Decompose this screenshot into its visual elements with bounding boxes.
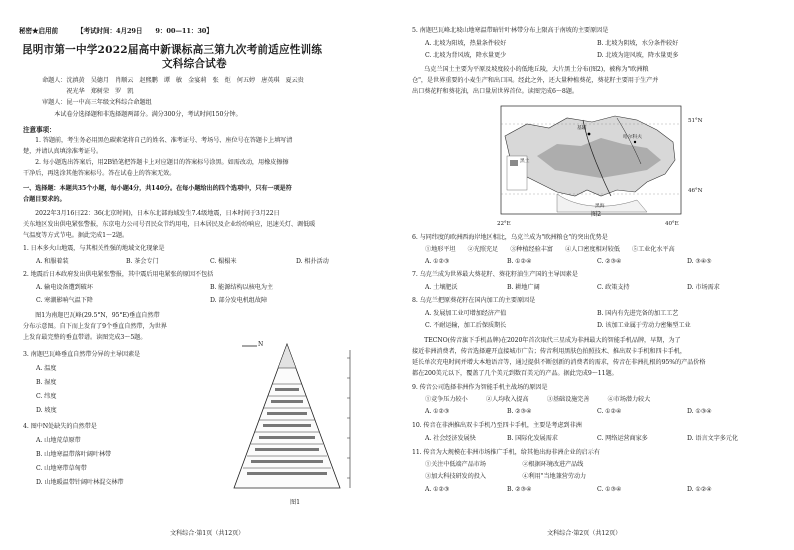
question-11-stem: 11. 传音为大规模在非洲市场推广手机，给其他出海非洲企业的启示有 xyxy=(412,449,600,456)
q6-option-d: D. ③④⑤ xyxy=(687,258,712,265)
q9-choices: ①竞争压力较小 ②人均收入提高 ③基础设施完善 ④市场潜力较大 xyxy=(425,396,651,403)
q7-option-b: B. 耕地广阔 xyxy=(507,284,540,291)
intro-line: 乌克兰国土主要为平原及坡度较小的低地丘陵，大片黑土分布(图2)，被称为"欧洲粮 xyxy=(412,66,649,73)
q10-option-a: A. 社会经济发展快 xyxy=(425,435,476,442)
q7-option-a: A. 土壤肥沃 xyxy=(425,284,458,291)
q10-option-b: B. 国际化发展需求 xyxy=(507,435,558,442)
q8-option-c: C. 不耐运输，加工后保质期长 xyxy=(425,322,507,329)
q9-option-c: C. ①②④ xyxy=(597,408,622,415)
snow-zone xyxy=(278,344,296,368)
intro2-line: 图1为南迦巴瓦峰(29.5°N，95°E)垂直自然带 xyxy=(23,312,160,319)
q9-option-b: B. ②③④ xyxy=(507,408,532,415)
city-marker xyxy=(588,133,591,136)
figure-1-mountain-zones xyxy=(212,338,362,498)
q11-choices: ③加大科技研发的投入 ④利用"当地兼营劳动力 xyxy=(425,473,587,480)
q11-option-d: D. ①②④ xyxy=(687,486,712,493)
q2-option-b: B. 能源结构以核电为主 xyxy=(210,284,273,291)
q2-option-a: A. 输电设备遭到破坏 xyxy=(36,284,93,291)
q1-option-a: A. 和服着装 xyxy=(36,258,69,265)
q3-option-d: D. 坡度 xyxy=(36,407,57,414)
q8-option-d: D. 该加工业属于劳动力密集型工业 xyxy=(597,322,691,329)
q1-option-d: D. 相扑活动 xyxy=(296,258,329,265)
intro-line: 2022年3月16日22：36(北京时间)，日本东北部海域发生7.4级地震，日本时间于3月22日 xyxy=(23,210,280,217)
q5-option-b: B. 北坡为阴坡，水分条件较好 xyxy=(597,40,679,47)
intro-line: 气温度等方式节电。据此完成1～2题。 xyxy=(23,232,129,239)
map-lon-right: 40°E xyxy=(665,221,679,227)
map-lon-left: 22°E xyxy=(497,221,511,227)
exam-title-line2: 文科综合试卷 xyxy=(162,58,227,70)
intro-line: 关东地区发出供电紧张警报，东京电力公司号召民众节约用电，日本居民及企业纷纷响应，迅速关灯、调低暖 xyxy=(23,221,316,228)
q5-option-c: C. 北坡为背风坡，降水量更少 xyxy=(425,52,507,59)
question-4-stem: 4. 图中N处缺失的自然带是 xyxy=(23,423,97,430)
note-line: 干净后，再选涂其他答案标号。答在试卷上的答案无效。 xyxy=(23,170,176,177)
author-line: 祝光华 郑树荣 罗 凯 xyxy=(42,88,134,95)
q9-option-d: D. ①③④ xyxy=(687,408,712,415)
q11-choices: ①关注中低端产品市场 ②根据环境改进产品线 xyxy=(425,461,584,468)
exam-time: 【考试时间：4月29日 9：00—11：30】 xyxy=(77,27,213,35)
altitude-ticks xyxy=(347,358,350,478)
reviewer-line: 审题人：昆一中高三年级文科综合命题组 xyxy=(42,99,152,106)
question-3-stem: 3. 南迦巴瓦峰垂直自然带分异的主导因素是 xyxy=(23,351,141,358)
figure-1-caption: 图1 xyxy=(290,499,300,506)
q7-option-c: C. 政策支持 xyxy=(597,284,630,291)
q4-option-b: B. 山地寒温带落叶阔叶林带 xyxy=(36,451,112,458)
note-line: 2. 每小题选出答案后，用2B铅笔把答题卡上对应题目的答案标号涂黑。如需改动，用橡皮擦擦 xyxy=(23,159,289,166)
paper-info: 本试卷分选择题和非选择题两部分。满分300分，考试时间150分钟。 xyxy=(42,111,242,118)
q6-option-a: A. ①②③ xyxy=(425,258,450,265)
q2-option-c: C. 寒潮影响气温下降 xyxy=(36,297,93,304)
map-lat-bottom: 46°N xyxy=(688,188,703,194)
exam-title-line1: 昆明市第一中学2022届高中新课标高三第九次考前适应性训练 xyxy=(22,44,323,56)
section-heading: 合题目要求的。 xyxy=(23,196,66,203)
q5-option-d: D. 北坡为迎风坡，降水量更多 xyxy=(597,52,679,59)
map-city-label: 基辅 xyxy=(577,126,587,131)
q10-option-c: C. 网络运营商家多 xyxy=(597,435,648,442)
figure-1-n-label: N xyxy=(258,341,264,348)
q6-option-b: B. ①②④ xyxy=(507,258,532,265)
note-line: 1. 答题前，考生务必用黑色碳素笔将自己的姓名、准考证号、考场号、座位号在答题卡上填写清 xyxy=(23,137,293,144)
q11-option-c: C. ①③④ xyxy=(597,486,622,493)
question-10-stem: 10. 传音在非洲推出双卡手机乃至四卡手机，主要是考虑到非洲 xyxy=(412,422,582,429)
q10-option-d: D. 语言文字多元化 xyxy=(687,435,738,442)
q4-option-d: D. 山地暖温带针阔叶林混交林带 xyxy=(36,479,124,486)
intro2-line: 都在200美元以下，覆盖了几个美元到数百美元的产品。据此完成9～11题。 xyxy=(412,370,618,377)
section-heading: 一、选择题：本题共35个小题，每小题4分，共140分。在每小题给出的四个选项中，只有一项是符 xyxy=(23,185,292,192)
right-page xyxy=(397,0,794,550)
intro-line: 仓"，是世界重要的小麦生产和出口国。经此之外，还大量种植葵花，葵花籽主要用于生产并 xyxy=(412,77,659,84)
confidential-mark: 秘密★启用前 xyxy=(19,27,58,35)
figure-2-caption: 图2 xyxy=(591,211,601,218)
q1-option-b: B. 茶会专门 xyxy=(126,258,159,265)
question-2-stem: 2. 地震后日本政府发出供电紧张警报，其中震后用电紧张的原因不包括 xyxy=(23,271,214,278)
question-8-stem: 8. 乌克兰把原葵花籽在国内加工的主要原因是 xyxy=(412,297,536,304)
q6-choices: ①地形平坦 ②光照充足 ③种植经验丰富 ④人口密度相对较低 ⑤工业化水平高 xyxy=(425,246,675,253)
author-line: 命题人：沈滇黄 吴德月 肖顺云 赵熙鹏 谭 敏 金宴莉 张 炬 何五婷 唐英琪 夏云贵 xyxy=(42,77,304,84)
q11-option-a: A. ①②③ xyxy=(425,486,450,493)
question-7-stem: 7. 乌克兰成为世界最大葵花籽、葵花籽油生产国的主导因素是 xyxy=(412,271,578,278)
notes-title: 注意事项： xyxy=(23,126,56,134)
map-sea-label: 黑海 xyxy=(595,204,605,209)
q3-option-a: A. 温度 xyxy=(36,365,57,372)
intro2-line: 接近非洲消费者，传音选择避开直接城市广告；传音利用黑肤色拍照技术、推出双卡手机和四卡手机， xyxy=(412,348,686,355)
intro2-line: TECNO(传音旗下手机品牌)在2020年首次取代三星成为非洲最大的智能手机品牌，早期，为了 xyxy=(412,337,681,344)
page-footer: 文科综合·第1页（共12页） xyxy=(170,530,245,537)
question-5-stem: 5. 南迦巴瓦峰北坡山地寒温带暗针叶林带分布上限高于南坡的主要原因是 xyxy=(412,27,609,34)
q3-option-b: B. 湿度 xyxy=(36,379,57,386)
q2-option-d: D. 部分发电机组故障 xyxy=(210,297,268,304)
q1-option-c: C. 榻榻米 xyxy=(210,258,237,265)
question-9-stem: 9. 传音公司选择非洲作为智能手机主战场的原因是 xyxy=(412,384,548,391)
intro2-line: 延长单次充电时间并增大本地语音等，通过提供不断创新的消费者的需求，传音在非洲扎根的95%的产品价格 xyxy=(412,359,706,366)
map-lat-top: 51°N xyxy=(688,118,703,124)
legend-swatch xyxy=(510,160,518,166)
q8-option-b: B. 国内有先进完备的加工工艺 xyxy=(597,310,679,317)
q6-option-c: C. ②③④ xyxy=(597,258,622,265)
q4-option-a: A. 山地荒草原带 xyxy=(36,437,81,444)
intro2-line: 分布示意图。自下而上发育了9个垂直自然带，为世界 xyxy=(23,323,167,330)
q8-option-a: A. 发展加工业可增加经济产值 xyxy=(425,310,507,317)
page-footer: 文科综合·第2页（共12页） xyxy=(547,530,622,537)
intro-line: 出口葵花籽和葵花油，出口量居世界首位。读图完成6～8题。 xyxy=(412,88,578,95)
map-legend-label: 黑土 xyxy=(520,159,530,164)
note-line: 楚，并请认真填涂准考证号。 xyxy=(23,148,103,155)
map-city2-label: 哈尔科夫 xyxy=(623,135,642,140)
q7-option-d: D. 市场需求 xyxy=(687,284,720,291)
q5-option-a: A. 北坡为阳坡，热量条件较好 xyxy=(425,40,507,47)
q9-option-a: A. ①②③ xyxy=(425,408,450,415)
question-6-stem: 6. 与同纬度的欧洲西海岸地区相比，乌克兰成为"欧洲粮仓"的突出优势是 xyxy=(412,234,608,241)
q11-option-b: B. ②③④ xyxy=(507,486,532,493)
city-marker xyxy=(634,141,636,143)
question-1-stem: 1. 日本多火山地震，与其相关性强的地域文化现象是 xyxy=(23,245,165,252)
q3-option-c: C. 纬度 xyxy=(36,393,57,400)
q4-option-c: C. 山地寒带草甸带 xyxy=(36,465,87,472)
intro2-line: 上发育最完整的垂直带谱。读图完成3～5题。 xyxy=(23,334,147,341)
